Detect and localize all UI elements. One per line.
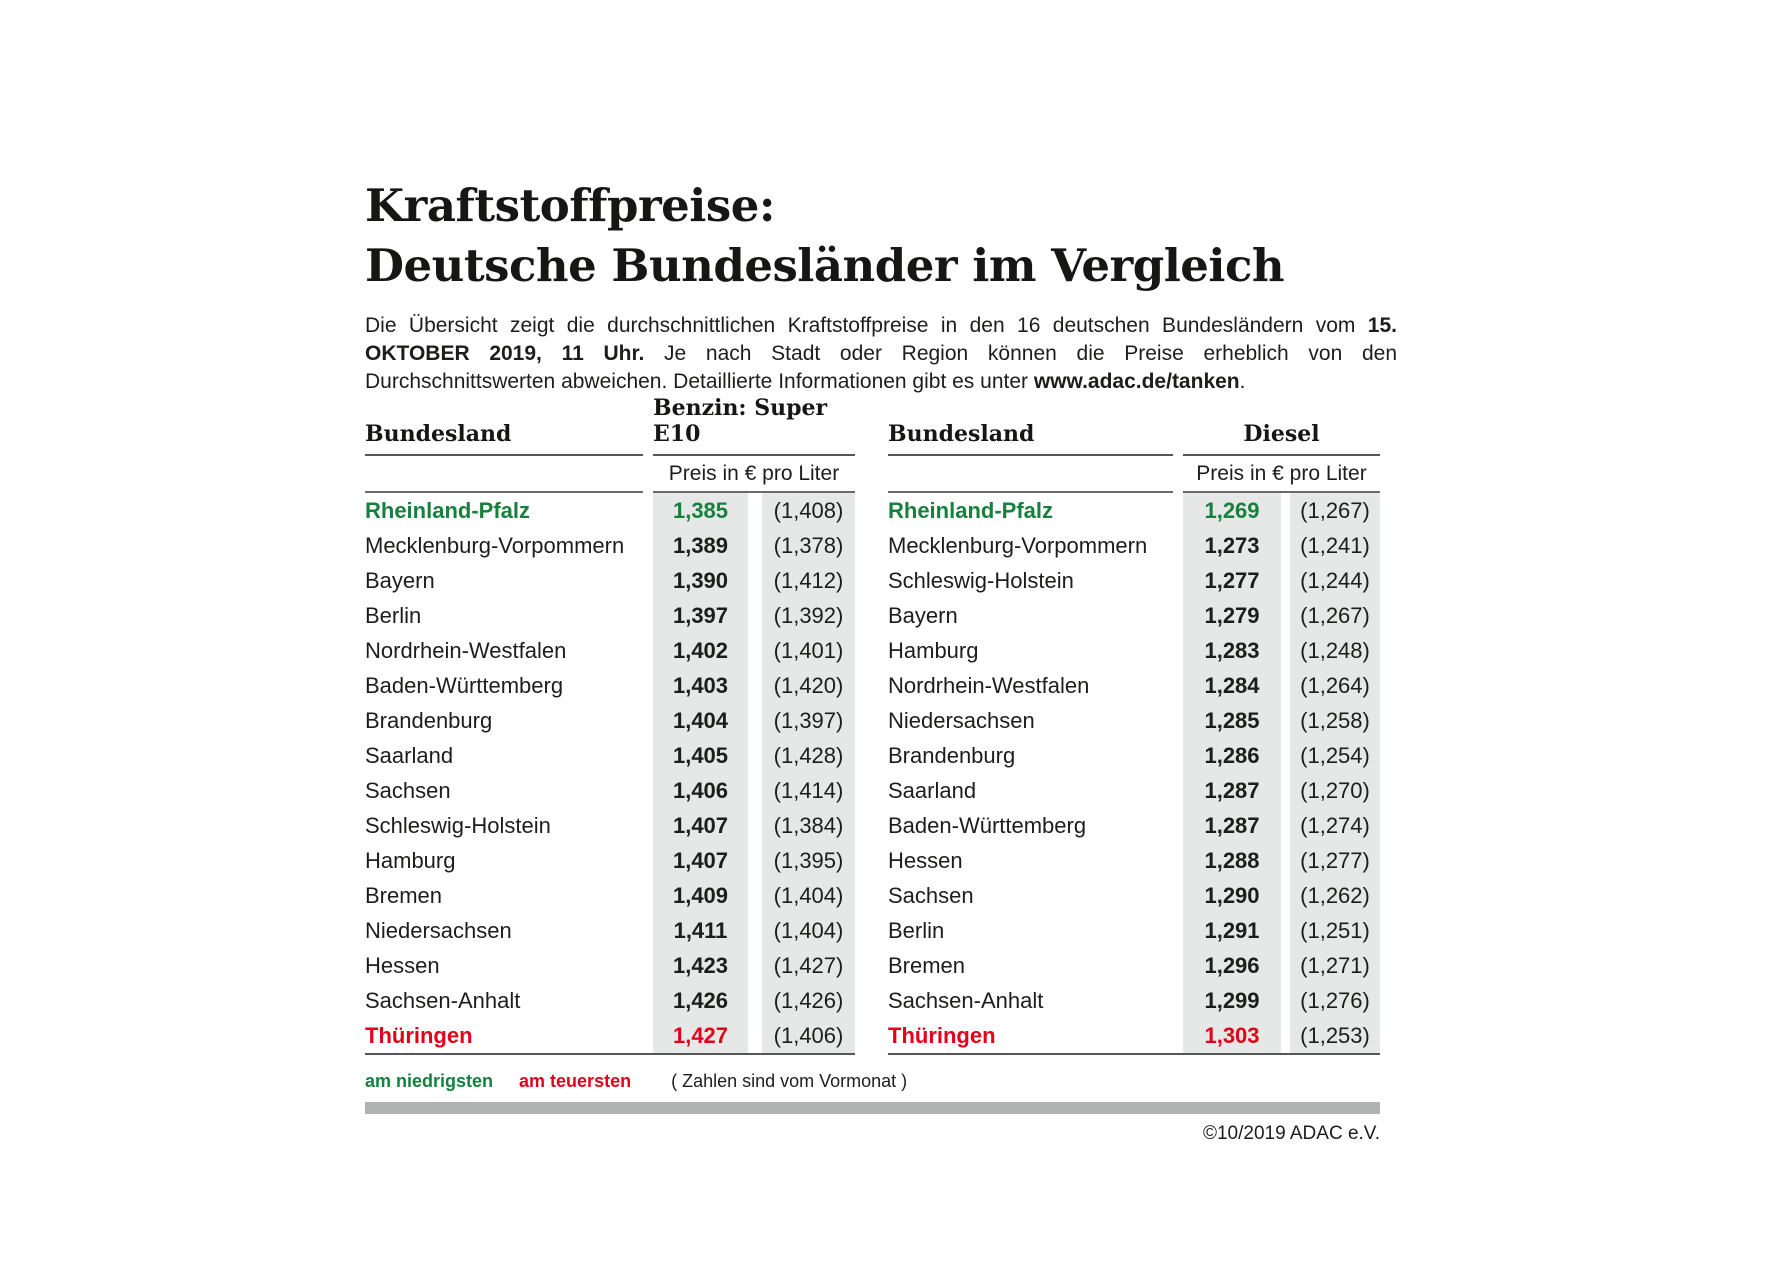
price-cell: 1,269 [1183,493,1281,528]
prev-price-cell: (1,406) [762,1018,855,1053]
legend-note: ( Zahlen sind vom Vormonat ) [671,1071,908,1091]
price-cell: 1,404 [653,703,748,738]
intro-date: 15. OKTOBER 2019, 11 Uhr. [365,314,1397,365]
fuel-header-diesel: Diesel [1183,422,1380,456]
price-cell: 1,283 [1183,633,1281,668]
prev-price-cell: (1,254) [1290,738,1380,773]
state-name-cell: Saarland [888,777,977,803]
price-cell: 1,286 [1183,738,1281,773]
state-name-cell: Baden-Württemberg [888,812,1087,838]
state-name-cell: Hamburg [888,637,979,663]
state-name-cell: Bayern [888,602,958,628]
prev-price-cell: (1,392) [762,598,855,633]
diesel-table-rows [888,493,1380,1053]
state-name-cell: Bremen [888,952,966,978]
prev-price-cell: (1,404) [762,878,855,913]
prev-price-cell: (1,264) [1290,668,1380,703]
prev-price-cell: (1,270) [1290,773,1380,808]
prev-price-cell: (1,401) [762,633,855,668]
price-cell: 1,291 [1183,913,1281,948]
price-cell: 1,287 [1183,808,1281,843]
price-cell: 1,296 [1183,948,1281,983]
state-name-cell: Mecklenburg-Vorpommern [365,532,625,558]
state-name-cell: Schleswig-Holstein [365,812,551,838]
state-name-cell: Brandenburg [365,707,493,733]
prev-price-cell: (1,253) [1290,1018,1380,1053]
price-cell: 1,279 [1183,598,1281,633]
state-name-cell: Rheinland-Pfalz [365,497,531,523]
state-name-cell: Mecklenburg-Vorpommern [888,532,1148,558]
price-cell: 1,407 [653,808,748,843]
state-name-cell: Schleswig-Holstein [888,567,1074,593]
table-bottom-rule [888,1053,1380,1055]
state-name-cell: Sachsen-Anhalt [365,987,521,1013]
prev-price-cell: (1,426) [762,983,855,1018]
prev-price-cell: (1,412) [762,563,855,598]
prev-price-cell: (1,397) [762,703,855,738]
prev-price-cell: (1,277) [1290,843,1380,878]
prev-price-cell: (1,378) [762,528,855,563]
price-cell: 1,405 [653,738,748,773]
benzin-table [365,395,855,1055]
price-cell: 1,290 [1183,878,1281,913]
intro-text: Die Übersicht zeigt die durchschnittlichen Kraftstoffpreise in den 16 deutschen Bundesländern vom [365,314,1368,337]
state-name-cell: Hamburg [365,847,456,873]
benzin-table-rows [365,493,855,1053]
prev-price-cell: (1,428) [762,738,855,773]
state-name-cell: Sachsen-Anhalt [888,987,1044,1013]
prev-price-cell: (1,271) [1290,948,1380,983]
price-cell: 1,427 [653,1018,748,1053]
state-name-cell: Thüringen [365,1022,473,1048]
state-name-cell: Thüringen [888,1022,996,1048]
price-cell: 1,407 [653,843,748,878]
price-cell: 1,390 [653,563,748,598]
price-cell: 1,284 [1183,668,1281,703]
page-title-line2: Deutsche Bundesländer im Vergleich [365,239,1285,292]
price-cell: 1,299 [1183,983,1281,1018]
price-cell: 1,389 [653,528,748,563]
state-name-cell: Rheinland-Pfalz [888,497,1054,523]
divider-bar [365,1102,1380,1114]
copyright-text: ©10/2019 ADAC e.V. [1202,1123,1380,1144]
prev-price-cell: (1,427) [762,948,855,983]
price-unit-subheader-benzin: Preis in € pro Liter [653,456,855,493]
prev-price-cell: (1,395) [762,843,855,878]
price-cell: 1,411 [653,913,748,948]
state-name-cell: Hessen [888,847,963,873]
bundesland-header: Bundesland [365,422,643,456]
legend-highest: am teuersten [519,1071,632,1091]
table-bottom-rule [365,1053,855,1055]
prev-price-cell: (1,276) [1290,983,1380,1018]
state-name-cell: Berlin [888,917,945,943]
intro-paragraph [365,312,1397,396]
subheader-spacer [365,456,643,493]
state-name-cell: Sachsen [365,777,451,803]
state-name-cell: Niedersachsen [888,707,1035,733]
fuel-header-benzin: Benzin: Super E10 [653,422,855,456]
state-name-cell: Saarland [365,742,454,768]
subheader-spacer [888,456,1173,493]
infographic [365,176,1397,1145]
state-name-cell: Bremen [365,882,443,908]
price-unit-subheader-diesel: Preis in € pro Liter [1183,456,1380,493]
intro-text-3: . [1239,370,1246,393]
price-cell: 1,426 [653,983,748,1018]
price-cell: 1,397 [653,598,748,633]
prev-price-cell: (1,414) [762,773,855,808]
prev-price-cell: (1,267) [1290,493,1380,528]
prev-price-cell: (1,420) [762,668,855,703]
prev-price-cell: (1,244) [1290,563,1380,598]
state-name-cell: Nordrhein-Westfalen [365,637,567,663]
price-tables [365,395,1397,1055]
price-cell: 1,287 [1183,773,1281,808]
prev-price-cell: (1,267) [1290,598,1380,633]
state-name-cell: Niedersachsen [365,917,512,943]
prev-price-cell: (1,258) [1290,703,1380,738]
price-cell: 1,288 [1183,843,1281,878]
intro-text-2: Je nach Stadt oder Region können die Preise erheblich von den Durchschnittswerten abweichen. Detaillierte Informationen gibt es unter [365,342,1398,393]
price-cell: 1,273 [1183,528,1281,563]
prev-price-cell: (1,262) [1290,878,1380,913]
prev-price-cell: (1,241) [1290,528,1380,563]
price-cell: 1,277 [1183,563,1281,598]
prev-price-cell: (1,384) [762,808,855,843]
state-name-cell: Nordrhein-Westfalen [888,672,1090,698]
state-name-cell: Baden-Württemberg [365,672,564,698]
price-cell: 1,285 [1183,703,1281,738]
state-name-cell: Hessen [365,952,440,978]
legend [365,1071,1397,1092]
prev-price-cell: (1,408) [762,493,855,528]
state-name-cell: Berlin [365,602,422,628]
state-name-cell: Brandenburg [888,742,1016,768]
state-name-cell: Sachsen [888,882,974,908]
page-title-line1: Kraftstoffpreise: [365,179,775,232]
state-name-cell: Bayern [365,567,435,593]
adac-link: www.adac.de/tanken [1033,370,1240,393]
price-cell: 1,409 [653,878,748,913]
price-cell: 1,303 [1183,1018,1281,1053]
price-cell: 1,406 [653,773,748,808]
prev-price-cell: (1,248) [1290,633,1380,668]
legend-lowest: am niedrigsten [365,1071,494,1091]
bundesland-header-diesel: Bundesland [888,422,1173,456]
prev-price-cell: (1,274) [1290,808,1380,843]
price-cell: 1,403 [653,668,748,703]
prev-price-cell: (1,404) [762,913,855,948]
price-cell: 1,423 [653,948,748,983]
price-cell: 1,402 [653,633,748,668]
price-cell: 1,385 [653,493,748,528]
prev-price-cell: (1,251) [1290,913,1380,948]
diesel-table [888,422,1380,1055]
page-title [365,176,1397,296]
